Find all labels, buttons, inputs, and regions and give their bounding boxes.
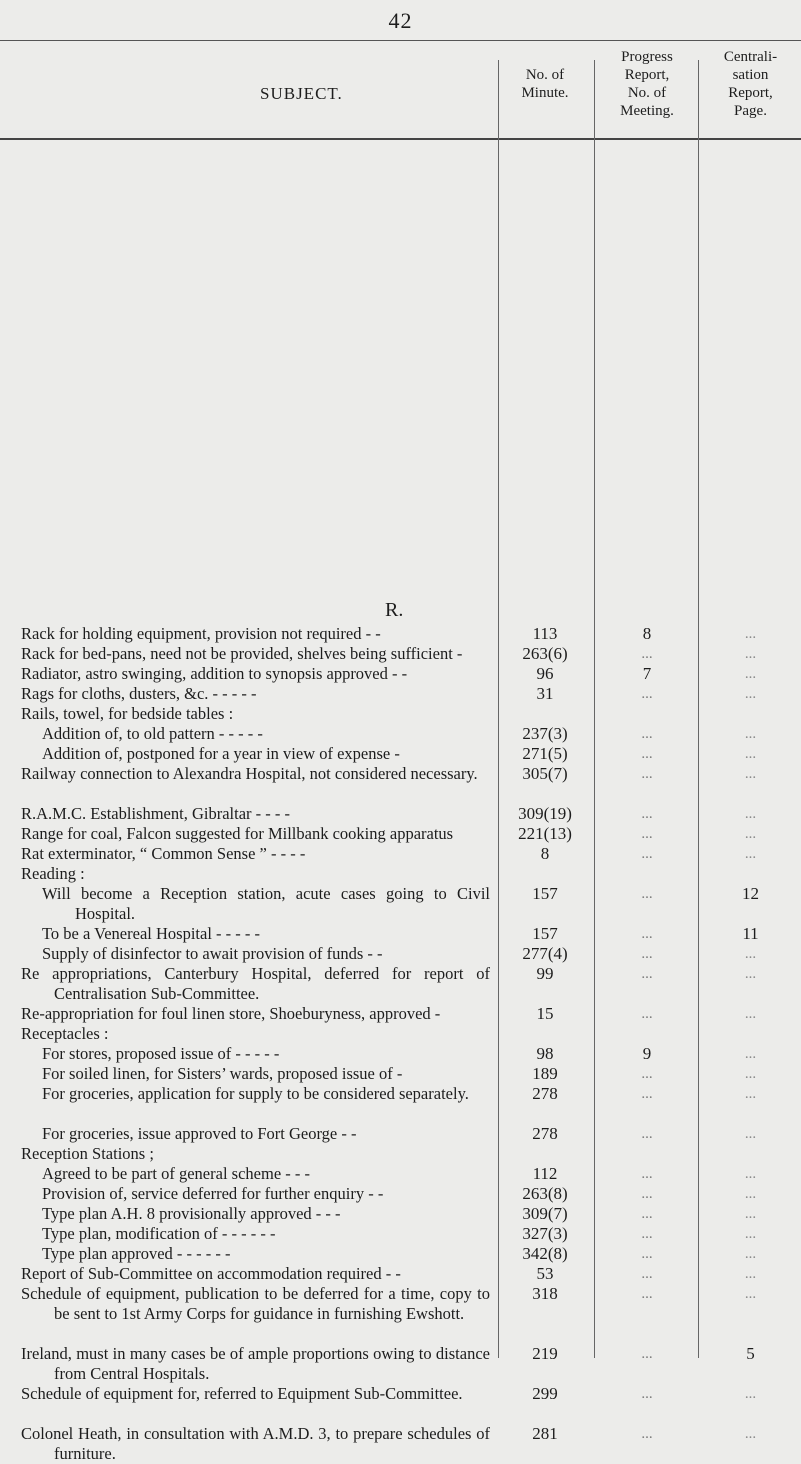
row-minute-number: 112	[532, 1164, 558, 1183]
row-minute-number: 263(6)	[522, 644, 568, 663]
table-row	[0, 804, 801, 824]
row-progress-report: 8	[642, 624, 652, 643]
table-row	[0, 1284, 801, 1344]
row-subject: Rat exterminator, “ Common Sense ” - - - -	[21, 844, 306, 863]
row-subject: Railway connection to Alexandra Hospital, not considered necessary.	[21, 764, 478, 783]
row-subject: Reading :	[21, 864, 85, 883]
row-minute-number: 277(4)	[522, 944, 568, 963]
table-row	[0, 1044, 801, 1064]
row-centralisation-page: ...	[744, 726, 757, 742]
table-row	[0, 944, 801, 964]
row-subject: Receptacles :	[21, 1024, 109, 1043]
table-row	[0, 724, 801, 744]
row-progress-report: ...	[641, 1186, 653, 1202]
row-progress-report: ...	[641, 1286, 653, 1302]
row-minute-number: 309(7)	[522, 1204, 568, 1223]
row-minute-number: 99	[536, 964, 554, 983]
row-subject: Rags for cloths, dusters, &c. - - - - -	[21, 684, 257, 703]
row-subject: Colonel Heath, in consultation with A.M.D. 3, to prepare schedules of furniture.	[21, 1424, 490, 1463]
row-centralisation-page: ...	[744, 826, 757, 842]
row-subject: For soiled linen, for Sisters’ wards, proposed issue of -	[42, 1064, 403, 1083]
progress-header-line: Meeting.	[620, 103, 674, 119]
row-centralisation-page: ...	[744, 1066, 757, 1082]
progress-header-line: Report,	[624, 67, 670, 83]
row-centralisation-page: ...	[744, 1426, 757, 1442]
page-number: 42	[388, 8, 413, 33]
table-row	[0, 864, 801, 884]
row-progress-report: ...	[641, 826, 653, 842]
table-row	[0, 664, 801, 684]
table-row	[0, 1144, 801, 1164]
row-subject: Schedule of equipment, publication to be deferred for a time, copy to be sent to 1st Army Corps for guidance in furnishing Ewshott.	[21, 1284, 490, 1323]
row-progress-report: ...	[641, 1226, 653, 1242]
row-progress-report: 7	[642, 664, 652, 683]
progress-header-line: Progress	[621, 49, 673, 65]
row-subject: To be a Venereal Hospital - - - - -	[42, 924, 260, 943]
row-centralisation-page: ...	[744, 626, 757, 642]
row-minute-number: 299	[532, 1384, 558, 1403]
row-minute-number: 219	[532, 1344, 558, 1363]
row-minute-number: 189	[532, 1064, 558, 1083]
table-row	[0, 1124, 801, 1144]
row-centralisation-page: ...	[744, 1246, 757, 1262]
table-row	[0, 1004, 801, 1024]
row-minute-number: 278	[532, 1124, 558, 1143]
table-row	[0, 1264, 801, 1284]
row-subject: Radiator, astro swinging, addition to synopsis approved - -	[21, 664, 408, 683]
row-minute-number: 53	[536, 1264, 554, 1283]
table-row	[0, 1204, 801, 1224]
subject-header: SUBJECT.	[260, 84, 343, 103]
row-centralisation-page: ...	[744, 666, 757, 682]
table-row	[0, 824, 801, 844]
row-subject: R.A.M.C. Establishment, Gibraltar - - - -	[21, 804, 290, 823]
row-progress-report: ...	[641, 766, 653, 782]
row-progress-report: ...	[641, 1006, 653, 1022]
row-subject: Type plan, modification of - - - - - -	[42, 1224, 276, 1243]
row-minute-number: 15	[536, 1004, 554, 1023]
row-progress-report: ...	[641, 1426, 653, 1442]
row-progress-report: ...	[641, 966, 653, 982]
table-row	[0, 924, 801, 944]
row-minute-number: 96	[536, 664, 554, 683]
row-progress-report: ...	[641, 746, 653, 762]
row-subject: Rack for holding equipment, provision not required - -	[21, 624, 381, 643]
row-centralisation-page: ...	[744, 1086, 757, 1102]
row-centralisation-page: ...	[744, 1226, 757, 1242]
table-row	[0, 1164, 801, 1184]
row-minute-number: 281	[532, 1424, 558, 1443]
row-minute-number: 327(3)	[522, 1224, 568, 1243]
row-minute-number: 237(3)	[522, 724, 568, 743]
row-subject: Provision of, service deferred for further enquiry - -	[42, 1184, 384, 1203]
top-rule	[0, 40, 801, 41]
row-subject: Schedule of equipment for, referred to Equipment Sub-Committee.	[21, 1384, 463, 1403]
table-row	[0, 844, 801, 864]
row-subject: For groceries, application for supply to be considered separately.	[42, 1084, 469, 1103]
row-progress-report: ...	[641, 1086, 653, 1102]
centralisation-header	[702, 48, 799, 120]
table-row	[0, 1084, 801, 1124]
row-centralisation-page: ...	[744, 746, 757, 762]
table-row	[0, 1244, 801, 1264]
row-subject: Type plan A.H. 8 provisionally approved - - -	[42, 1204, 341, 1223]
minute-header	[502, 66, 588, 102]
row-minute-number: 309(19)	[518, 804, 572, 823]
table-row	[0, 624, 801, 644]
row-centralisation-page: ...	[744, 1006, 757, 1022]
row-subject: Range for coal, Falcon suggested for Millbank cooking apparatus	[21, 824, 454, 843]
row-centralisation-page: ...	[744, 1286, 757, 1302]
row-progress-report: ...	[641, 926, 653, 942]
table-row	[0, 644, 801, 664]
row-centralisation-page: ...	[744, 1386, 757, 1402]
row-subject: Rails, towel, for bedside tables :	[21, 704, 234, 723]
row-progress-report: ...	[641, 686, 653, 702]
table-row	[0, 1224, 801, 1244]
table-row	[0, 1024, 801, 1044]
row-subject: Addition of, to old pattern - - - - -	[42, 724, 263, 743]
row-progress-report: ...	[641, 1066, 653, 1082]
row-centralisation-page: 11	[742, 924, 759, 943]
row-minute-number: 263(8)	[522, 1184, 568, 1203]
row-minute-number: 31	[536, 684, 554, 703]
row-progress-report: ...	[641, 1386, 653, 1402]
row-centralisation-page: ...	[744, 1046, 757, 1062]
row-centralisation-page: 5	[746, 1344, 755, 1363]
row-progress-report: ...	[641, 846, 653, 862]
table-row	[0, 1184, 801, 1204]
row-progress-report: ...	[641, 1206, 653, 1222]
row-subject: Will become a Reception station, acute cases going to Civil Hospital.	[42, 884, 490, 923]
row-subject: Type plan approved - - - - - -	[42, 1244, 231, 1263]
row-centralisation-page: ...	[744, 846, 757, 862]
table-row	[0, 1064, 801, 1084]
table-row	[0, 964, 801, 1004]
table-row	[0, 1424, 801, 1464]
row-minute-number: 157	[532, 884, 558, 903]
section-letter: R.	[385, 599, 404, 621]
row-minute-number: 157	[532, 924, 558, 943]
table-row	[0, 884, 801, 924]
row-progress-report: ...	[641, 1266, 653, 1282]
row-progress-report: ...	[641, 1166, 653, 1182]
centralisation-header-line: Centrali-	[723, 49, 778, 65]
row-centralisation-page: ...	[744, 766, 757, 782]
row-progress-report: ...	[641, 1126, 653, 1142]
row-centralisation-page: ...	[744, 966, 757, 982]
row-progress-report: ...	[641, 806, 653, 822]
row-centralisation-page: ...	[744, 1266, 757, 1282]
centralisation-header-line: Page.	[734, 103, 767, 119]
row-minute-number: 271(5)	[522, 744, 568, 763]
table-row	[0, 1384, 801, 1424]
row-centralisation-page: ...	[744, 1126, 757, 1142]
row-subject: Addition of, postponed for a year in view of expense -	[42, 744, 400, 763]
progress-header-line: No. of	[627, 85, 667, 101]
row-centralisation-page: ...	[744, 646, 757, 662]
row-minute-number: 8	[540, 844, 550, 863]
centralisation-header-line: sation	[732, 67, 769, 83]
row-centralisation-page: ...	[744, 806, 757, 822]
row-subject: Rack for bed-pans, need not be provided, shelves being sufficient -	[21, 644, 463, 663]
row-progress-report: ...	[641, 1246, 653, 1262]
table-row	[0, 764, 801, 804]
minute-header-line: Minute.	[521, 85, 569, 101]
row-subject: Agreed to be part of general scheme - - -	[42, 1164, 310, 1183]
row-minute-number: 278	[532, 1084, 558, 1103]
row-minute-number: 113	[532, 624, 558, 643]
row-minute-number: 318	[532, 1284, 558, 1303]
row-subject: For stores, proposed issue of - - - - -	[42, 1044, 280, 1063]
row-subject: Reception Stations ;	[21, 1144, 154, 1163]
row-subject: Supply of disinfector to await provision of funds - -	[42, 944, 383, 963]
row-minute-number: 98	[536, 1044, 554, 1063]
minute-header-line: No. of	[525, 67, 565, 83]
row-subject: For groceries, issue approved to Fort George - -	[42, 1124, 357, 1143]
table-row	[0, 744, 801, 764]
row-progress-report: ...	[641, 1346, 653, 1362]
row-progress-report: ...	[641, 886, 653, 902]
row-centralisation-page: ...	[744, 1186, 757, 1202]
row-centralisation-page: ...	[744, 946, 757, 962]
row-progress-report: ...	[641, 726, 653, 742]
centralisation-header-line: Report,	[728, 85, 773, 101]
row-minute-number: 342(8)	[522, 1244, 568, 1263]
table-row	[0, 684, 801, 704]
row-centralisation-page: ...	[744, 1206, 757, 1222]
row-subject: Ireland, must in many cases be of ample proportions owing to distance from Central Hospitals.	[21, 1344, 490, 1383]
table-row	[0, 704, 801, 724]
row-progress-report: ...	[641, 946, 653, 962]
row-subject: Re appropriations, Canterbury Hospital, deferred for report of Centralisation Sub-Committee.	[21, 964, 490, 1003]
row-progress-report: 9	[642, 1044, 652, 1063]
header-rule	[0, 138, 801, 140]
row-subject: Report of Sub-Committee on accommodation required - -	[21, 1264, 401, 1283]
index-table	[0, 624, 801, 1464]
row-minute-number: 305(7)	[522, 764, 568, 783]
row-centralisation-page: ...	[744, 1166, 757, 1182]
progress-header	[600, 48, 694, 120]
table-row	[0, 1344, 801, 1384]
row-subject: Re-appropriation for foul linen store, Shoeburyness, approved -	[21, 1004, 441, 1023]
row-minute-number: 221(13)	[518, 824, 572, 843]
row-centralisation-page: ...	[744, 686, 757, 702]
row-centralisation-page: 12	[742, 884, 759, 903]
row-progress-report: ...	[641, 646, 653, 662]
